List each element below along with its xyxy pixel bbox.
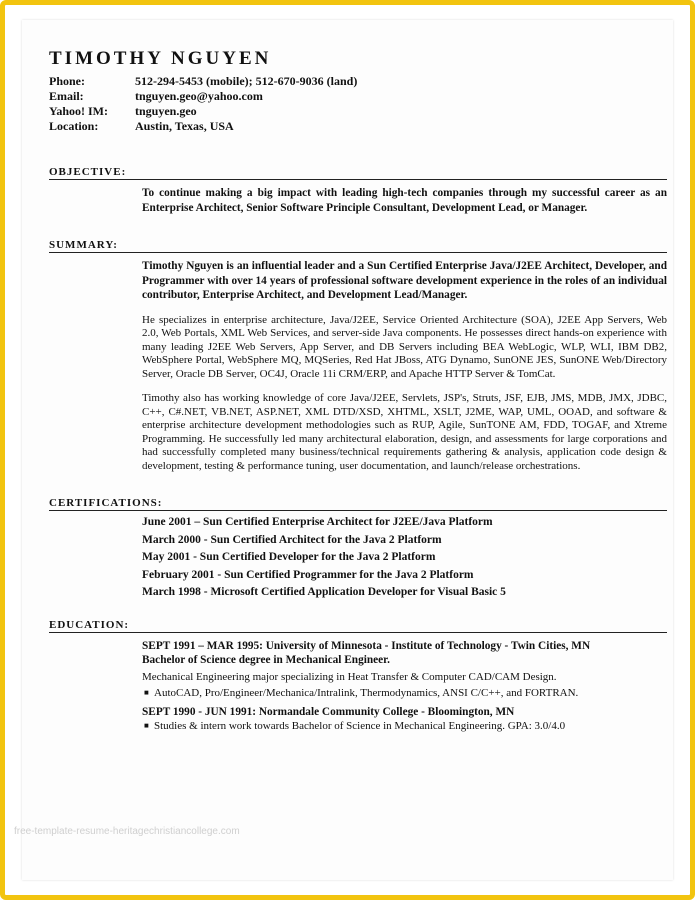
certification-item: March 2000 - Sun Certified Architect for the Java 2 Platform bbox=[142, 533, 442, 546]
contact-value: tnguyen.geo@yahoo.com bbox=[135, 89, 263, 103]
list-item bbox=[144, 686, 667, 700]
education-bullet-1: AutoCAD, Pro/Engineer/Mechanica/Intralink, Thermodynamics, ANSI C/C++, and FORTRAN. bbox=[154, 686, 579, 699]
contact-location bbox=[49, 119, 667, 134]
resume-document bbox=[49, 48, 667, 733]
contact-value: tnguyen.geo bbox=[135, 104, 197, 118]
contact-value: 512-294-5453 (mobile); 512-670-9036 (land) bbox=[135, 74, 358, 88]
education-section bbox=[142, 639, 667, 733]
education-description-1: Mechanical Engineering major specializing in Heat Transfer & Computer CAD/CAM Design. bbox=[142, 670, 557, 683]
contact-label: Email: bbox=[49, 89, 84, 103]
objective-text: To continue making a big impact with leading high-tech companies through my successful career as an Enterprise Architect, Senior Software Principle Consultant, Development Lead, or Manager. bbox=[142, 187, 667, 214]
candidate-name: TIMOTHY NGUYEN bbox=[49, 48, 272, 69]
contact-block bbox=[49, 74, 667, 134]
certifications-heading: CERTIFICATIONS: bbox=[49, 497, 667, 511]
education-heading: EDUCATION: bbox=[49, 619, 667, 633]
contact-phone bbox=[49, 74, 667, 89]
certification-item: February 2001 - Sun Certified Programmer for the Java 2 Platform bbox=[142, 568, 474, 581]
certification-item: March 1998 - Microsoft Certified Application Developer for Visual Basic 5 bbox=[142, 586, 506, 598]
objective-heading: OBJECTIVE: bbox=[49, 166, 667, 180]
education-bullet-2: Studies & intern work towards Bachelor of Science in Mechanical Engineering. GPA: 3.0/4.0 bbox=[154, 719, 566, 732]
certification-item: May 2001 - Sun Certified Developer for the Java 2 Platform bbox=[142, 551, 436, 563]
contact-label: Phone: bbox=[49, 74, 85, 88]
education-school-1: SEPT 1991 – MAR 1995: University of Minnesota - Institute of Technology - Twin Cities, MN bbox=[142, 639, 591, 652]
contact-email bbox=[49, 89, 667, 104]
bullet-icon: ■ bbox=[144, 720, 149, 730]
summary-heading: SUMMARY: bbox=[49, 239, 667, 253]
contact-im bbox=[49, 104, 667, 119]
summary-paragraph-2: Timothy also has working knowledge of core Java/J2EE, Servlets, JSP's, Struts, JSF, EJB, JMS, MDB, JMX, JDBC, C++, C#.NET, VB.NET, ASP.NET, XML DTD/XSD, XHTML, XSLT, J2ME, WAP, UML, OOAD, and software & enterprise architecture development methodologies such as RUP, Agile, SunTONE AM, FDD, TOGAF, and Xtreme Programming. He successfully led many architectural elaboration, design, and assessments for large corporations and had successfully completed many business/technical requirements gathering & analysis, application code design & development, testing & performance tuning, user documentation, and launch/release orchestrations. bbox=[142, 392, 667, 472]
watermark-text: free-template-resume-heritagechristiancollege.com bbox=[14, 826, 240, 837]
objective-section bbox=[142, 186, 667, 215]
certifications-section bbox=[142, 514, 667, 602]
education-school-2: SEPT 1990 - JUN 1991: Normandale Community College - Bloomington, MN bbox=[142, 705, 515, 718]
summary-paragraph-1: He specializes in enterprise architecture, Java/J2EE, Service Oriented Architecture (SOA), J2EE App Servers, Web 2.0, Web Portals, XML Web Services, and server-side Java components. He possesses direct hands-on experience with many leading J2EE Web Servers, App Server, and DB Servers including BEA WebLogic, WLP, WLI, IBM DB2, WebSphere Portal, WebSphere MQ, MQSeries, Red Hat JBoss, ATG Dynamo, SunONE JES, SunONE Web/Directory Server, Oracle DB Server, OC4J, Oracle 11i CRM/ERP, and Apache HTTP Server & TomCat. bbox=[142, 313, 667, 380]
certification-item: June 2001 – Sun Certified Enterprise Architect for J2EE/Java Platform bbox=[142, 516, 493, 528]
resume-page bbox=[22, 20, 673, 880]
education-degree-1: Bachelor of Science degree in Mechanical Engineer. bbox=[142, 653, 390, 666]
summary-section bbox=[142, 259, 667, 473]
list-item bbox=[144, 719, 667, 733]
bullet-icon: ■ bbox=[144, 687, 149, 697]
contact-label: Yahoo! IM: bbox=[49, 104, 108, 118]
contact-label: Location: bbox=[49, 119, 99, 133]
summary-intro: Timothy Nguyen is an influential leader and a Sun Certified Enterprise Java/J2EE Architect, Developer, and Programmer with over 14 years of professional software development experience in the roles of an individual contributor, Enterprise Architect, and Development Lead/Manager. bbox=[142, 260, 667, 301]
contact-value: Austin, Texas, USA bbox=[135, 119, 234, 133]
